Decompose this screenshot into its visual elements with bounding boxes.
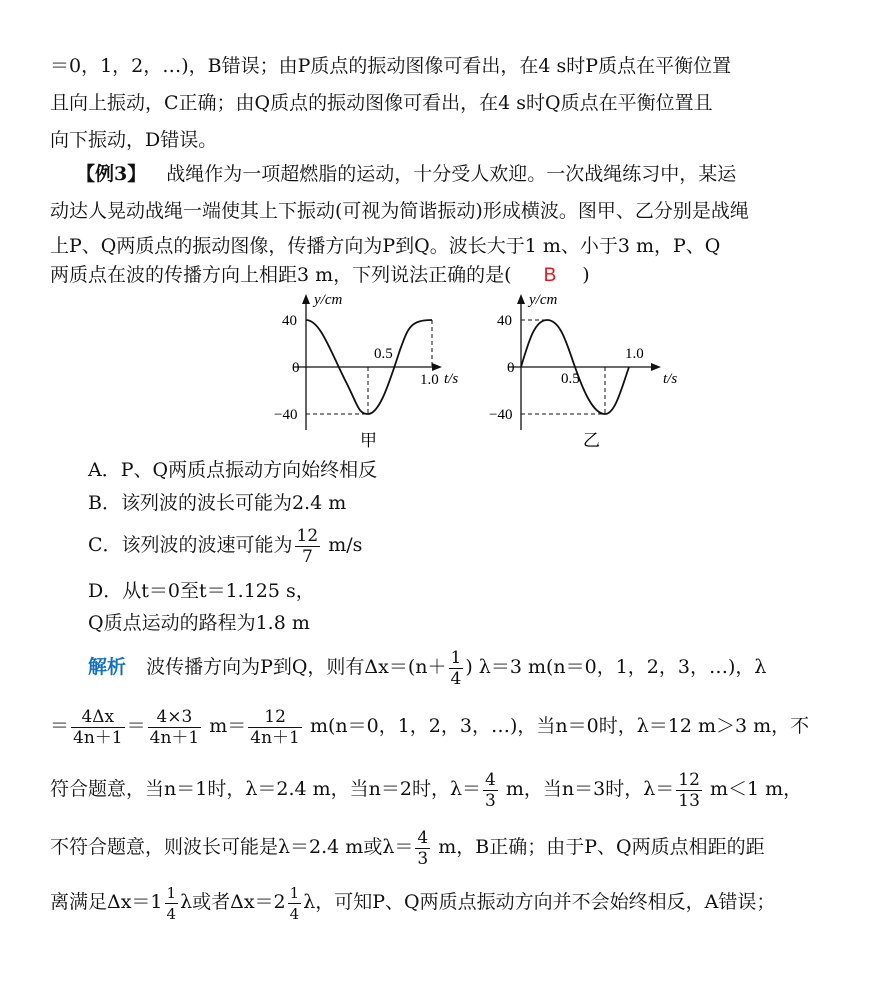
analysis-line: 解析 波传播方向为P到Q，则有Δx＝(n＋ $\frac{1}{4}$ ) λ＝3 m(n＝0，1，2，3，…)，λ <box>88 647 767 689</box>
y-axis-arrow <box>302 294 310 304</box>
vibration-graph-jia <box>260 290 460 450</box>
tick-label: −40 <box>489 407 513 423</box>
tick-label: 40 <box>497 313 512 329</box>
t-axis-label: t/s <box>444 371 459 387</box>
text-line: 战绳作为一项超燃脂的运动，十分受人欢迎。一次战绳练习中，某运 <box>166 163 737 185</box>
graph-jia <box>260 290 460 455</box>
tick-label: 1.0 <box>625 346 644 362</box>
graph-caption: 乙 <box>583 431 600 450</box>
text-line: ＝0，1，2，…)，B错误；由P质点的振动图像可看出，在4 s时P质点在平衡位置 <box>50 55 732 77</box>
t-axis-label: t/s <box>663 371 678 387</box>
analysis-label: 解析 <box>88 657 127 678</box>
tick-label: 40 <box>282 313 297 329</box>
graph-caption: 甲 <box>360 431 377 450</box>
analysis-line: 符合题意，当n＝1时，λ＝2.4 m，当n＝2时，λ＝ $\frac{4}{3}$ m，当n＝3时，λ＝ $\frac{12}{13}$ m＜1 m， <box>50 769 803 811</box>
t-axis-arrow <box>651 363 661 371</box>
tick-label: 0 <box>507 360 515 376</box>
analysis-line: ＝ $\frac{4\Delta x}{4n+1}$ ＝ $\frac{4\times 3}{4n+1}$ m＝ $\frac{12}{4n+1}$ m(n＝0，1，2，3，…)，当n＝0时，λ＝12 m＞3 m，不 <box>50 706 810 748</box>
tick-label: 0.5 <box>374 346 393 362</box>
question-stem-end: 两质点在波的传播方向上相距3 m，下列说法正确的是( B ) <box>50 264 590 286</box>
vibration-graph-yi <box>475 290 690 450</box>
text-line: 动达人晃动战绳一端使其上下振动(可视为简谐振动)形成横波。图甲、乙分别是战绳 <box>50 200 749 222</box>
text-line: 且向上振动，C正确；由Q质点的振动图像可看出，在4 s时Q质点在平衡位置且 <box>50 92 713 114</box>
option-d: D．从t＝0至t＝1.125 s， <box>88 580 315 602</box>
example-label: 【例3】 <box>76 163 147 185</box>
option-b: B．该列波的波长可能为2.4 m <box>88 492 347 514</box>
analysis-line: 不符合题意，则波长可能是λ＝2.4 m或λ＝ $\frac{4}{3}$ m，B正确；由于P、Q两质点相距的距 <box>50 827 765 869</box>
analysis-line: 离满足Δx＝1 $\frac{1}{4}$ λ或者Δx＝2 $\frac{1}{4}$ λ，可知P、Q两质点振动方向并不会始终相反，A错误； <box>50 883 776 923</box>
y-axis-arrow <box>517 294 525 304</box>
tick-label: 1.0 <box>420 372 439 388</box>
text-line: 上P、Q两质点的振动图像，传播方向为P到Q。波长大于1 m、小于3 m，P、Q <box>50 235 721 257</box>
option-d-cont: Q质点运动的路程为1.8 m <box>88 612 310 634</box>
answer-mark: B <box>543 265 557 286</box>
t-axis-arrow <box>432 363 442 371</box>
tick-label: 0.5 <box>561 371 580 387</box>
option-a: A．P、Q两质点振动方向始终相反 <box>88 459 378 481</box>
example-line <box>76 161 736 187</box>
tick-label: −40 <box>274 407 298 423</box>
y-axis-label: y/cm <box>314 292 343 308</box>
fraction: $\frac{12}{7}$ <box>296 525 319 567</box>
tick-label: 0 <box>292 360 300 376</box>
y-axis-label: y/cm <box>529 292 558 308</box>
option-c: C．该列波的波速可能为 $\frac{12}{7}$ m/s <box>88 525 363 567</box>
text-line: 向下振动，D错误。 <box>50 129 218 151</box>
graph-yi <box>475 290 690 455</box>
